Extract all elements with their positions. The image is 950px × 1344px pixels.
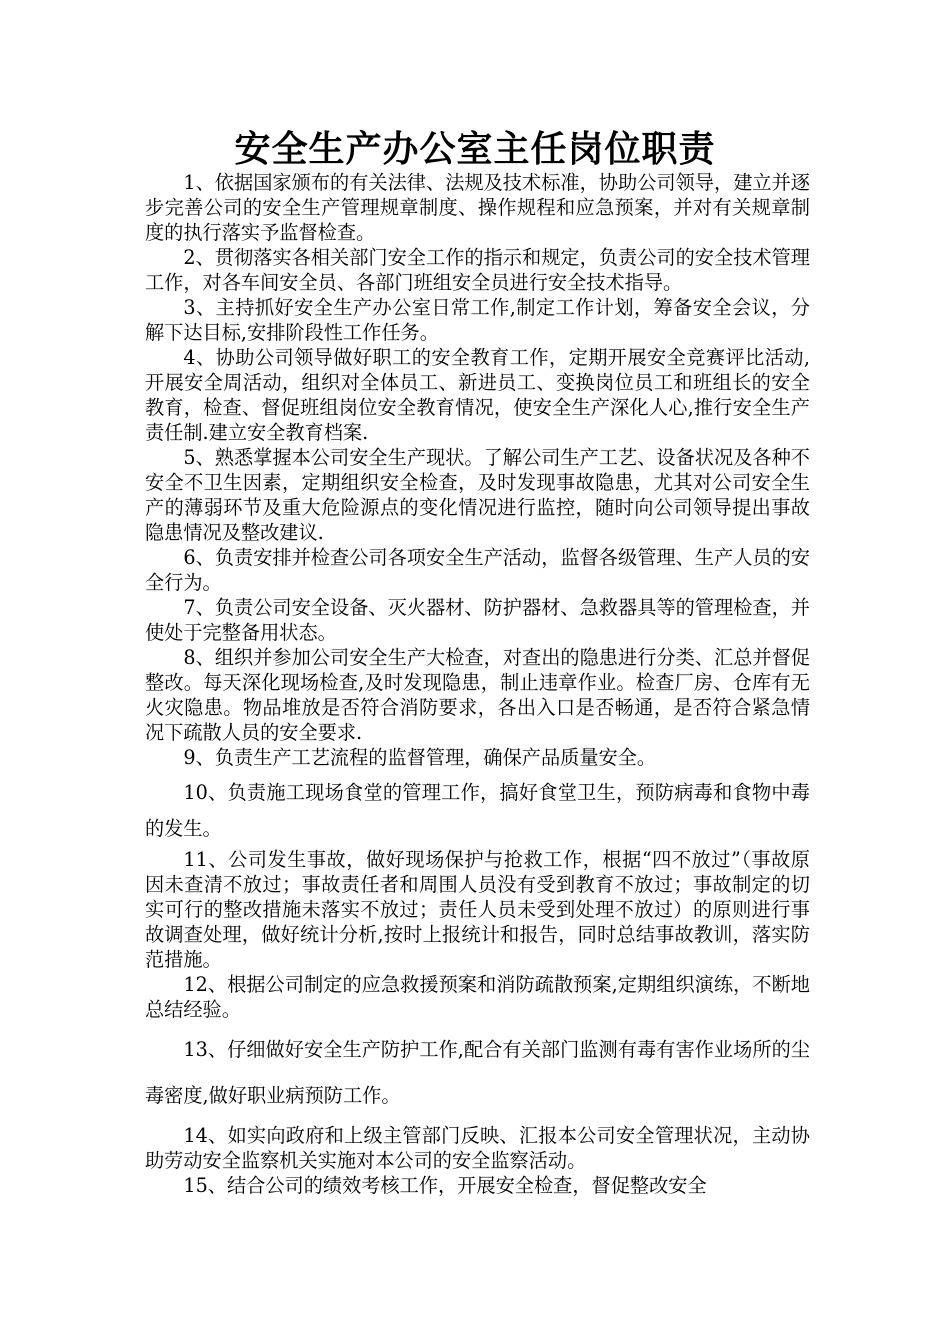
- paragraph-11: 11、公司发生事故，做好现场保护与抢救工作，根据“四不放过”（事故原因未查清不放过；事故责任者和周围人员没有受到教育不放过；事故制定的切实可行的整改措施未落实不放过；责任人员未受到处理不放过）的原则进行事故调查处理，做好统计分析,按时上报统计和报告，同时总结事故教训，落实防范措施。: [145, 848, 810, 971]
- paragraph-9: 9、负责生产工艺流程的监督管理，确保产品质量安全。: [183, 746, 657, 769]
- paragraph-13: 13、仔细做好安全生产防护工作,配合有关部门监测有毒有害作业场所的尘毒密度,做好职业病预防工作。: [145, 1038, 810, 1107]
- paragraph-8: 8、组织并参加公司安全生产大检查，对查出的隐患进行分类、汇总并督促整改。每天深化现场检查,及时发现隐患，制止违章作业。检查厂房、仓库有无火灾隐患。物品堆放是否符合消防要求，各出入口是否畅通，是否符合紧急情况下疏散人员的安全要求.: [145, 646, 810, 744]
- paragraph-2: 2、贯彻落实各相关部门安全工作的指示和规定，负责公司的安全技术管理工作，对各车间安全员、各部门班组安全员进行安全技术指导。: [145, 246, 810, 294]
- paragraph-14: 14、如实向政府和上级主管部门反映、汇报本公司安全管理状况，主动协助劳动安全监察机关实施对本公司的安全监察活动。: [145, 1124, 810, 1172]
- paragraph-7: 7、负责公司安全设备、灭火器材、防护器材、急救器具等的管理检查，并使处于完整备用状态。: [145, 596, 810, 644]
- paragraph-1: 1、依据国家颁布的有关法律、法规及技术标准，协助公司领导，建立并逐步完善公司的安全生产管理规章制度、操作规程和应急预案，并对有关规章制度的执行落实予监督检查。: [145, 171, 810, 244]
- paragraph-12: 12、根据公司制定的应急救援预案和消防疏散预案,定期组织演练，不断地总结经验。: [145, 973, 810, 1021]
- paragraph-15: 15、结合公司的绩效考核工作，开展安全检查，督促整改安全: [183, 1174, 707, 1197]
- paragraph-3: 3、主持抓好安全生产办公室日常工作,制定工作计划，筹备安全会议，分解下达目标,安排阶段性工作任务。: [145, 296, 810, 344]
- paragraph-6: 6、负责安排并检查公司各项安全生产活动，监督各级管理、生产人员的安全行为。: [145, 546, 810, 594]
- paragraph-4: 4、协助公司领导做好职工的安全教育工作，定期开展安全竞赛评比活动,开展安全周活动，组织对全体员工、新进员工、变换岗位员工和班组长的安全教育，检查、督促班组岗位安全教育情况，使安全生产深化人心,推行安全生产责任制.建立安全教育档案.: [145, 346, 810, 444]
- paragraph-10: 10、负责施工现场食堂的管理工作，搞好食堂卫生，预防病毒和食物中毒的发生。: [145, 781, 810, 840]
- document-title: 安全生产办公室主任岗位职责: [234, 128, 716, 170]
- paragraph-5: 5、熟悉掌握本公司安全生产现状。了解公司生产工艺、设备状况及各种不安全不卫生因素，定期组织安全检查，及时发现事故隐患，尤其对公司安全生产的薄弱环节及重大危险源点的变化情况进行监控，随时向公司领导提出事故隐患情况及整改建议.: [145, 446, 810, 544]
- document-body: [145, 170, 810, 1198]
